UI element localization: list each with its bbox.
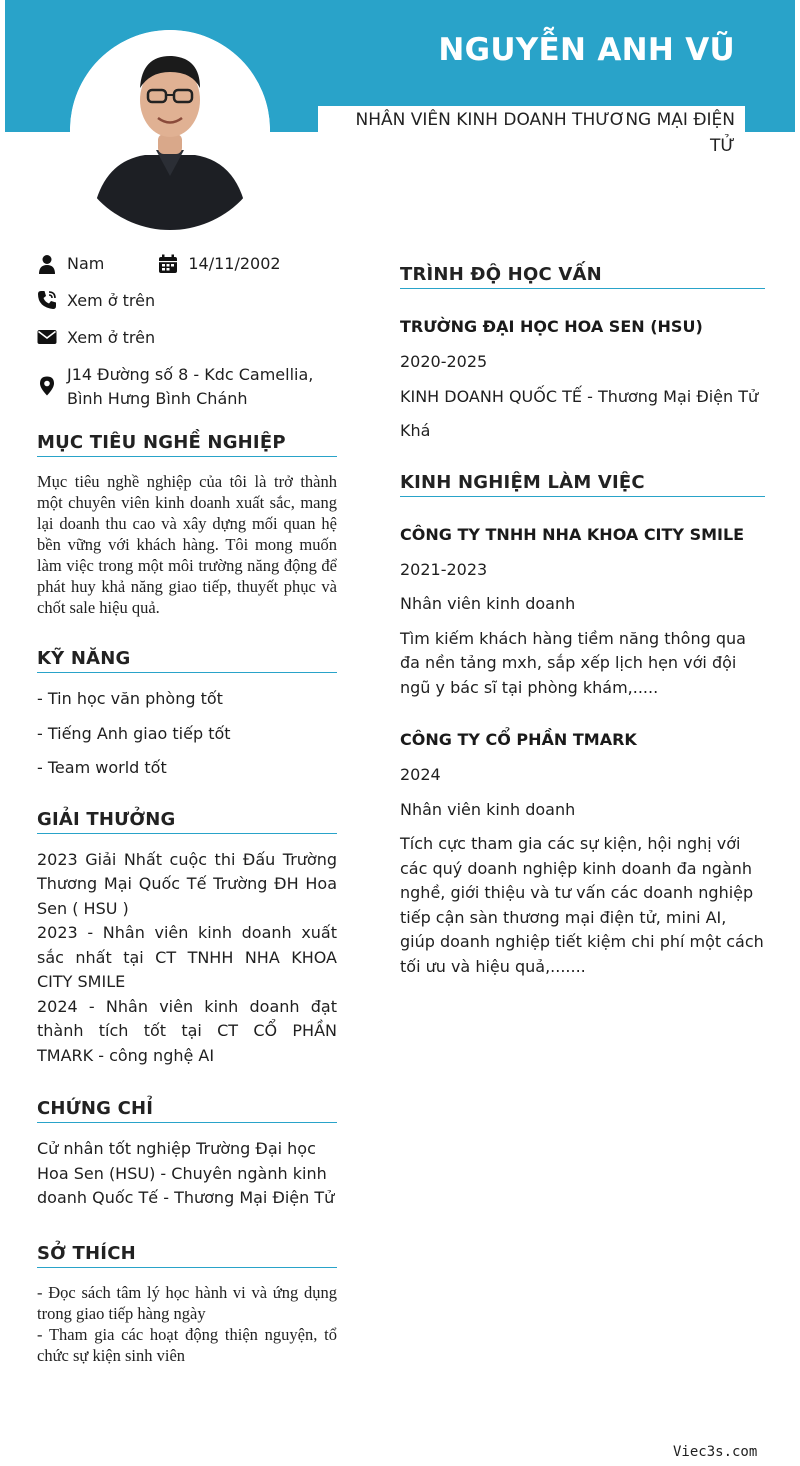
phone-row — [37, 289, 337, 313]
certificates-title: CHỨNG CHỈ — [37, 1098, 337, 1123]
award-item: 2024 - Nhân viên kinh doanh đạt thành tích tốt tại CT CỔ PHẦN TMARK - công nghệ AI — [37, 996, 337, 1065]
skill-item: - Tin học văn phòng tốt — [37, 689, 223, 708]
left-column — [37, 252, 337, 1366]
job-years: 2021-2023 — [400, 559, 488, 579]
job-position: Nhân viên kinh doanh — [400, 594, 576, 613]
education-years: 2020-2025 — [400, 352, 488, 371]
email-value: Xem ở trên — [67, 328, 156, 347]
award-item: 2023 - Nhân viên kinh doanh xuất sắc nhất tại CT TNHH NHA KHOA CITY SMILE — [37, 923, 337, 991]
education-grade: Khá — [400, 421, 431, 440]
job-company: CÔNG TY TNHH NHA KHOA CITY SMILE — [400, 524, 745, 544]
phone-value: Xem ở trên — [67, 291, 156, 310]
job-years: 2024 — [400, 765, 441, 784]
avatar-portrait — [70, 30, 270, 230]
hobby-item: - Tham gia các hoạt động thiện nguyện, tổ chức sự kiện sinh viên — [37, 1324, 337, 1365]
gender-value: Nam — [67, 254, 105, 273]
candidate-name: NGUYỄN ANH VŨ — [438, 32, 735, 68]
birthdate-cell — [158, 252, 280, 276]
education-title: TRÌNH ĐỘ HỌC VẤN — [400, 264, 765, 289]
experience-title: KINH NGHIỆM LÀM VIỆC — [400, 472, 765, 497]
envelope-icon — [37, 326, 57, 348]
education-major: KINH DOANH QUỐC TẾ - Thương Mại Điện Tử — [400, 386, 759, 406]
skill-item: - Team world tốt — [37, 758, 167, 777]
location-pin-icon — [37, 375, 57, 397]
hobby-item: - Đọc sách tâm lý học hành vi và ứng dụng trong giao tiếp hàng ngày — [37, 1282, 337, 1323]
gender-date-row — [37, 252, 337, 276]
address-row — [37, 363, 337, 411]
awards-title: GIẢI THƯỞNG — [37, 809, 337, 834]
calendar-icon — [158, 253, 178, 275]
objective-text: Mục tiêu nghề nghiệp của tôi là trở thành một chuyên viên kinh doanh xuất sắc, mang lại doanh thu cao và xây dựng mối quan hệ bền vững với khách hàng. Tôi mong muốn làm việc trong một môi trường năng động để phát huy khả năng giao tiếp, thuyết phục và chốt sale hiệu quả. — [37, 472, 337, 617]
right-column — [400, 264, 765, 979]
skill-item: - Tiếng Anh giao tiếp tốt — [37, 723, 231, 743]
job-entry — [400, 730, 765, 979]
objective-title: MỤC TIÊU NGHỀ NGHIỆP — [37, 432, 337, 457]
address-value: J14 Đường số 8 - Kdc Camellia, Bình Hưng Bình Chánh — [67, 365, 314, 408]
job-description: Tích cực tham gia các sự kiện, hội nghị với các quý doanh nghiệp kinh doanh đa ngành nghề, giới thiệu và tư vấn các doanh nghiệp tiếp cận sàn thương mại điện tử, mini AI, giúp doanh nghiệp tiết kiệm chi phí một cách tối ưu và hiệu quả,....... — [400, 834, 764, 976]
birthdate-value: 14/11/2002 — [188, 254, 281, 273]
footer-brand: Viec3s.com — [673, 1444, 758, 1460]
avatar — [70, 30, 270, 230]
hobbies-title: SỞ THÍCH — [37, 1243, 337, 1268]
gender-cell — [37, 252, 104, 276]
job-company: CÔNG TY CỔ PHẦN TMARK — [400, 730, 637, 749]
education-school: TRƯỜNG ĐẠI HỌC HOA SEN (HSU) — [400, 317, 703, 336]
award-item: 2023 Giải Nhất cuộc thi Đấu Trường Thương Mại Quốc Tế Trường ĐH Hoa Sen ( HSU ) — [37, 849, 337, 918]
certificate-text: Cử nhân tốt nghiệp Trường Đại học Hoa Sen (HSU) - Chuyên ngành kinh doanh Quốc Tế - Thương Mại Điện Tử — [37, 1139, 335, 1207]
job-entry — [400, 525, 765, 701]
email-row — [37, 326, 337, 350]
skills-title: KỸ NĂNG — [37, 648, 337, 673]
person-icon — [37, 253, 57, 275]
job-description: Tìm kiếm khách hàng tiềm năng thông qua đa nền tảng mxh, sắp xếp lịch hẹn với đội ngũ y bác sĩ tại phòng khám,..... — [400, 628, 746, 697]
job-position: Nhân viên kinh doanh — [400, 799, 576, 819]
job-title: NHÂN VIÊN KINH DOANH THƯƠNG MẠI ĐIỆN TỬ — [355, 110, 735, 156]
phone-icon — [37, 289, 57, 311]
